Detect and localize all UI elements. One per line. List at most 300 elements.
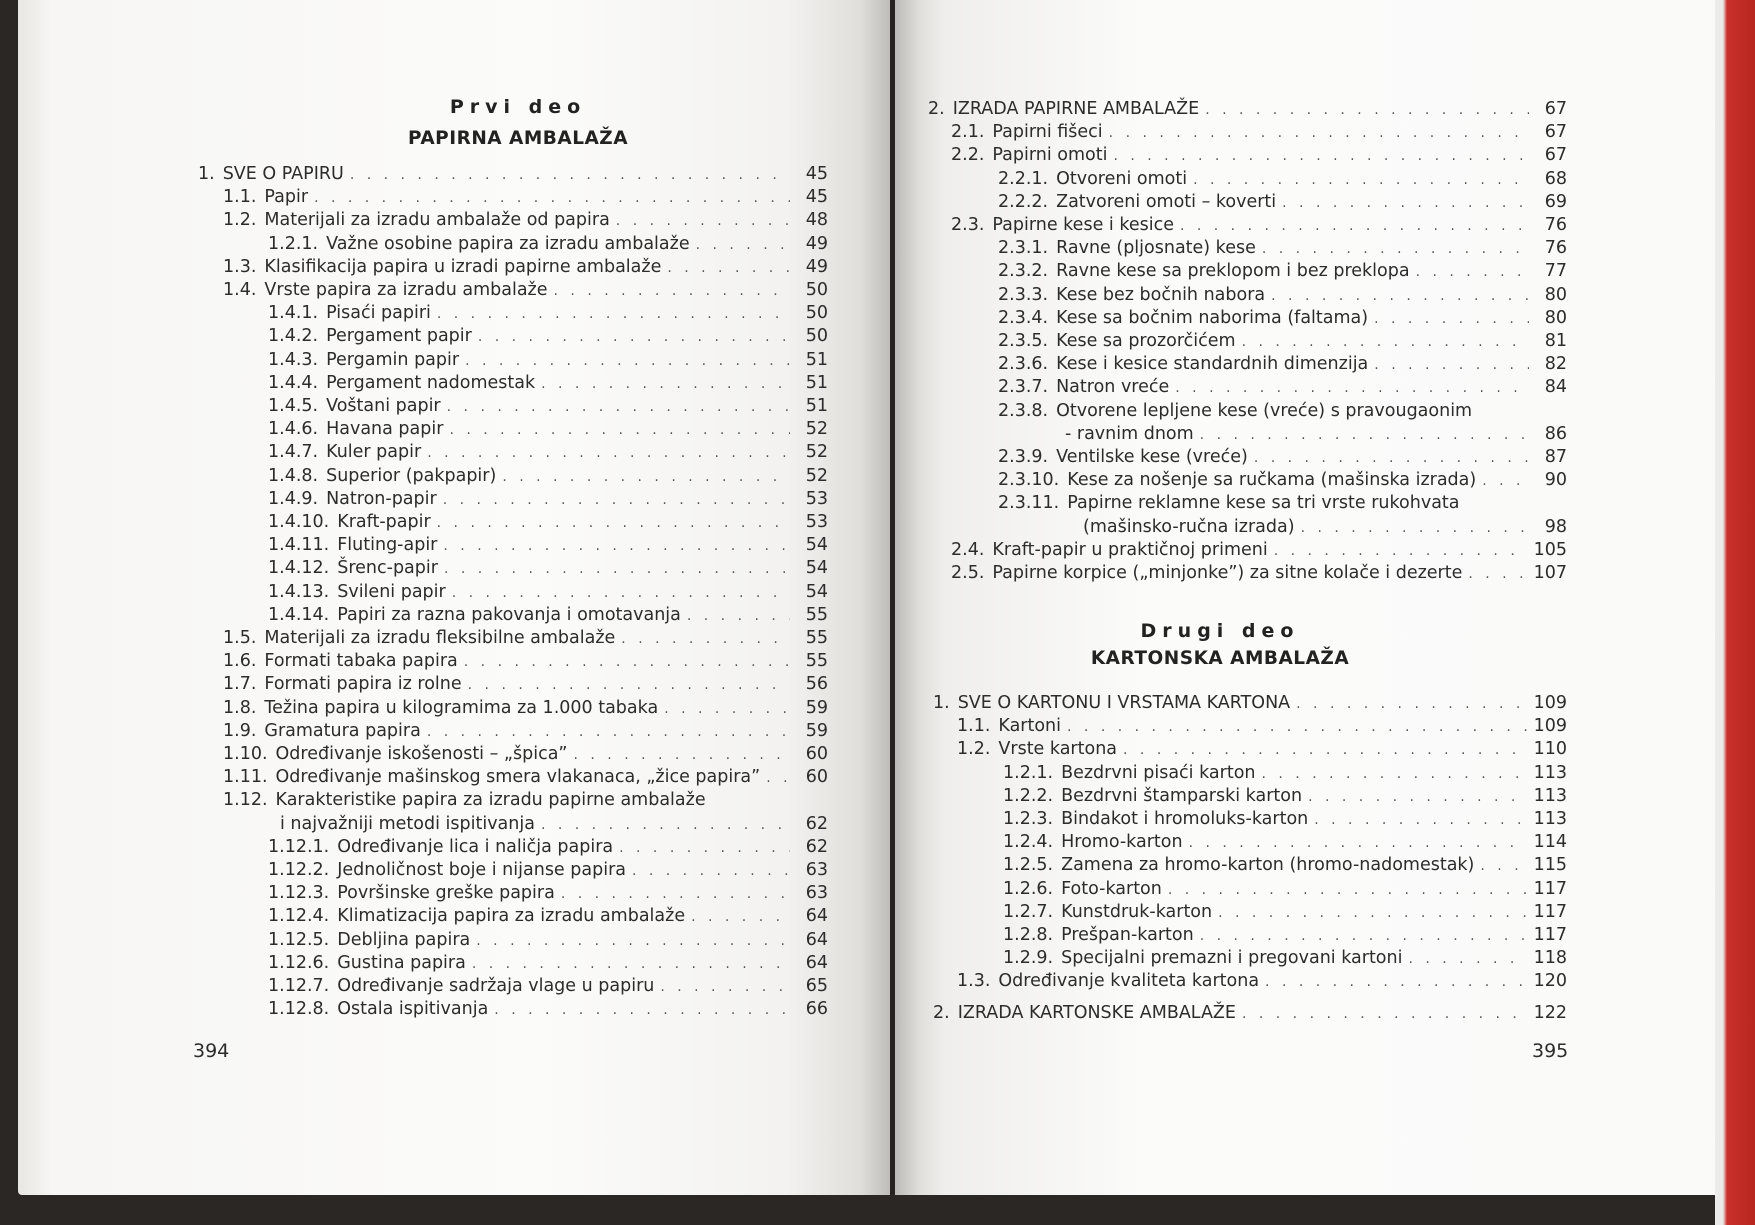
toc-entry-number: 1.4.4. — [268, 372, 319, 393]
toc-leader-dots — [1282, 192, 1529, 215]
toc-entry — [223, 766, 828, 789]
toc-entry-title: i najvažniji metodi ispitivanja — [280, 813, 535, 834]
toc-entry-title: Određivanje kvaliteta kartona — [998, 971, 1260, 992]
toc-leader-dots — [1242, 1003, 1528, 1026]
toc-entry — [951, 214, 1567, 237]
toc-entry-number: 1.12.7. — [268, 976, 330, 996]
toc-entry-title: Karakteristike papira za izradu papirne ambalaže — [275, 790, 706, 811]
toc-entry-page: 50 — [805, 326, 828, 347]
toc-entry — [223, 673, 828, 696]
toc-entry-number: 1.2.2. — [1003, 785, 1054, 806]
toc-entry — [268, 465, 828, 488]
toc-entry — [951, 539, 1567, 562]
toc-entry-title: Debljina papira — [337, 929, 471, 950]
toc-entry — [1003, 785, 1567, 808]
book-cover-edge — [1715, 0, 1755, 1225]
toc-entry — [1003, 762, 1567, 785]
toc-entry-number: 1. — [198, 164, 215, 184]
toc-entry-title: Kese za nošenje sa ručkama (mašinska izrada) — [1067, 470, 1477, 491]
toc-entry-number: 1.4.1. — [268, 303, 319, 324]
toc-entry-number: 1. — [933, 693, 950, 713]
part-one-title: Prvi deo — [449, 96, 587, 118]
toc-entry-number: 1.12.5. — [268, 929, 330, 950]
toc-entry-title: - ravnim dnom — [1065, 423, 1194, 444]
toc-entry-title: Zatvoreni omoti – koverti — [1056, 191, 1277, 212]
toc-leader-dots — [1109, 122, 1529, 145]
toc-leader-dots — [476, 930, 790, 953]
toc-entry — [1003, 901, 1567, 924]
toc-entry-page: 67 — [1544, 145, 1567, 166]
toc-leader-dots — [1168, 879, 1528, 902]
toc-entry — [268, 302, 828, 325]
toc-entry-title: Određivanje iskošenosti – „špica” — [275, 744, 568, 764]
toc-entry-number: 2.2. — [951, 145, 985, 166]
toc-entry-page: 117 — [1533, 901, 1567, 922]
toc-entry — [268, 581, 828, 604]
toc-entry — [998, 260, 1567, 283]
toc-leader-dots — [1265, 971, 1528, 994]
toc-entry-title: Kese bez bočnih nabora — [1056, 284, 1266, 305]
toc-entry-title: (mašinsko-ručna izrada) — [1083, 516, 1295, 537]
toc-entry-title: Određivanje lica i naličja papira — [337, 836, 614, 857]
toc-entry-page: 87 — [1544, 447, 1567, 467]
toc-entry-number: 1.12.1. — [268, 836, 330, 857]
toc-entry-number: 2.3.8. — [998, 400, 1049, 421]
toc-entry — [268, 372, 828, 395]
toc-entry-number: 1.2.9. — [1003, 948, 1054, 969]
toc-entry-number: 2.2.1. — [998, 168, 1049, 189]
toc-entry — [223, 650, 828, 673]
toc-entry-number: 1.1. — [957, 716, 991, 737]
toc-leader-dots — [427, 442, 790, 465]
toc-entry — [998, 284, 1567, 307]
toc-entry-title: Papirni fišeci — [992, 122, 1103, 143]
toc-entry-page: 113 — [1533, 785, 1567, 806]
toc-entry-title: Težina papira u kilogramima za 1.000 tabaka — [264, 697, 659, 718]
toc-leader-dots — [1482, 470, 1529, 493]
toc-entry-page: 98 — [1544, 516, 1567, 537]
toc-entry-page: 68 — [1544, 168, 1567, 189]
toc-entry — [1003, 808, 1567, 831]
toc-entry-title: Jednoličnost boje i nijanse papira — [337, 860, 626, 880]
toc-entry-title: Svileni papir — [337, 581, 446, 602]
toc-entry-number: 1.10. — [223, 744, 268, 764]
toc-entry — [957, 738, 1567, 761]
toc-entry-title: Foto-karton — [1061, 878, 1162, 899]
toc-entry-page: 60 — [805, 744, 828, 764]
toc-entry-number: 2.3.1. — [998, 238, 1049, 259]
toc-entry-number: 1.2.8. — [1003, 925, 1054, 945]
toc-entry-title: Bezdrvni pisaći karton — [1061, 762, 1256, 783]
toc-entry — [280, 813, 828, 836]
toc-entry-number: 2.3.5. — [998, 331, 1049, 351]
toc-leader-dots — [619, 837, 790, 860]
toc-entry — [268, 395, 828, 418]
toc-entry-number: 2.1. — [951, 122, 985, 143]
toc-leader-dots — [427, 721, 790, 744]
toc-entry-number: 2.3.7. — [998, 377, 1049, 398]
toc-leader-dots — [465, 350, 790, 373]
toc-leader-dots — [468, 674, 790, 697]
toc-entry — [998, 353, 1567, 376]
page-number-left: 394 — [193, 1040, 230, 1062]
toc-entry — [1003, 854, 1567, 877]
toc-entry-title: Ostala ispitivanja — [337, 999, 489, 1020]
toc-entry-title: Bindakot i hromoluks-karton — [1061, 809, 1309, 829]
toc-entry-number: 1.2.3. — [1003, 809, 1054, 829]
toc-entry-page: 113 — [1533, 762, 1567, 783]
toc-entry-page: 109 — [1533, 693, 1567, 713]
toc-entry-title: IZRADA PAPIRNE AMBALAŽE — [952, 99, 1200, 119]
toc-leader-dots — [664, 698, 790, 721]
toc-entry-page: 80 — [1544, 307, 1567, 328]
toc-entry — [268, 604, 828, 627]
toc-entry — [268, 998, 828, 1021]
toc-leader-dots — [1205, 99, 1529, 122]
toc-entry — [1065, 423, 1567, 446]
toc-leader-dots — [1254, 447, 1529, 470]
part-one-subtitle: PAPIRNA AMBALAŽA — [407, 128, 629, 149]
toc-entry-page: 49 — [805, 256, 828, 277]
toc-leader-dots — [1301, 517, 1529, 540]
toc-entry-page: 56 — [805, 674, 828, 695]
toc-entry-title: SVE O KARTONU I VRSTAMA KARTONA — [957, 693, 1291, 713]
toc-entry-title: IZRADA KARTONSKE AMBALAŽE — [957, 1002, 1236, 1023]
toc-entry-title: Kese i kesice standardnih dimenzija — [1056, 354, 1369, 375]
toc-entry-title: Ravne kese sa preklopom i bez preklopa — [1056, 261, 1410, 282]
toc-leader-dots — [452, 582, 790, 605]
toc-leader-dots — [1067, 716, 1528, 739]
toc-entry-page: 118 — [1533, 948, 1567, 969]
toc-entry-page: 67 — [1544, 122, 1567, 143]
toc-leader-dots — [621, 628, 790, 651]
toc-leader-dots — [632, 860, 790, 883]
toc-entry — [268, 418, 828, 441]
page-number-right: 395 — [1532, 1040, 1569, 1062]
toc-entry-title: Vrste kartona — [998, 739, 1118, 760]
toc-entry — [223, 209, 828, 232]
toc-entry-page: 62 — [805, 836, 828, 857]
toc-entry-title: Klimatizacija papira za izradu ambalaže — [337, 906, 686, 927]
toc-entry-title: Klasifikacija papira u izradi papirne ambalaže — [264, 256, 662, 277]
toc-entry-number: 1.2.5. — [1003, 855, 1054, 876]
toc-leader-dots — [660, 976, 790, 999]
toc-entry-title: Pergamin papir — [326, 349, 460, 370]
toc-entry-title: Papirni omoti — [992, 145, 1108, 166]
toc-entry-number: 1.7. — [223, 674, 257, 695]
toc-entry — [268, 557, 828, 580]
toc-entry-number: 1.4.3. — [268, 349, 319, 370]
toc-entry-page: 76 — [1544, 238, 1567, 259]
toc-entry-number: 2.5. — [951, 563, 985, 583]
toc-entry — [268, 511, 828, 534]
toc-entry-number: 1.12.3. — [268, 883, 330, 904]
toc-leader-dots — [691, 906, 790, 929]
toc-entry-page: 45 — [805, 164, 828, 184]
toc-entry-number: 1.4.10. — [268, 512, 330, 532]
toc-leader-dots — [1374, 354, 1529, 377]
toc-entry-page: 82 — [1544, 354, 1567, 375]
toc-entry-page: 90 — [1544, 470, 1567, 491]
toc-entry-page: 81 — [1544, 331, 1567, 351]
toc-entry — [998, 307, 1567, 330]
toc-entry-page: 113 — [1533, 809, 1567, 829]
toc-entry-title: SVE O PAPIRU — [222, 164, 344, 184]
toc-entry-number: 1.2. — [223, 210, 257, 231]
toc-leader-dots — [766, 767, 790, 790]
toc-entry-page: 55 — [805, 604, 828, 625]
toc-leader-dots — [667, 257, 790, 280]
toc-entry-number: 2.3.6. — [998, 354, 1049, 375]
toc-entry-number: 1.4.12. — [268, 558, 330, 579]
toc-entry — [268, 534, 828, 557]
toc-entry-number: 1.4. — [223, 280, 257, 300]
toc-leader-dots — [444, 558, 790, 581]
toc-leader-dots — [1123, 739, 1528, 762]
toc-leader-dots — [1374, 308, 1529, 331]
toc-entry-number: 1.2.1. — [268, 233, 319, 254]
toc-entry — [268, 882, 828, 905]
toc-entry-title: Natron vreće — [1056, 377, 1170, 398]
toc-entry-page: 55 — [805, 651, 828, 672]
toc-entry-number: 1.4.5. — [268, 396, 319, 416]
book-gutter — [860, 0, 920, 1195]
toc-leader-dots — [616, 210, 790, 233]
toc-entry-number: 1.4.8. — [268, 465, 319, 486]
toc-leader-dots — [447, 396, 790, 419]
toc-entry-title: Pergament papir — [326, 326, 472, 347]
toc-leader-dots — [1408, 948, 1527, 971]
toc-entry — [268, 905, 828, 928]
toc-entry-number: 2.3.2. — [998, 261, 1049, 282]
toc-entry-page: 69 — [1544, 191, 1567, 212]
toc-entry-title: Kraft-papir — [337, 512, 431, 532]
toc-entry — [928, 98, 1567, 121]
toc-entry-page: 52 — [805, 465, 828, 486]
toc-entry-number: 1.12.2. — [268, 860, 330, 880]
toc-entry-page: 117 — [1533, 925, 1567, 945]
toc-entry — [998, 400, 1567, 423]
toc-entry — [223, 279, 828, 302]
toc-entry-title: Natron-papir — [326, 488, 437, 509]
toc-leader-dots — [1274, 540, 1528, 563]
toc-entry-title: Papiri za razna pakovanja i omotavanja — [337, 604, 681, 625]
toc-entry-number: 1.8. — [223, 697, 257, 718]
toc-leader-dots — [443, 535, 790, 558]
toc-leader-dots — [464, 651, 790, 674]
toc-entry-number: 1.9. — [223, 720, 257, 741]
toc-leader-dots — [541, 373, 790, 396]
toc-entry — [957, 715, 1567, 738]
toc-leader-dots — [472, 953, 790, 976]
toc-entry — [198, 163, 828, 186]
toc-entry-page: 59 — [805, 697, 828, 718]
toc-entry — [268, 488, 828, 511]
toc-entry-page: 115 — [1533, 855, 1567, 876]
toc-entry-title: Specijalni premazni i pregovani kartoni — [1061, 948, 1403, 969]
toc-entry — [223, 720, 828, 743]
toc-entry-title: Fluting-apir — [337, 535, 438, 556]
toc-entry — [1003, 924, 1567, 947]
toc-entry-title: Kuler papir — [326, 442, 422, 463]
toc-entry-page: 59 — [805, 720, 828, 741]
toc-leader-dots — [1262, 763, 1528, 786]
toc-entry-page: 64 — [805, 929, 828, 950]
toc-entry-title: Papirne korpice („minjonke”) za sitne kolače i dezerte — [992, 563, 1463, 583]
toc-entry — [1083, 516, 1567, 539]
toc-entry-page: 49 — [805, 233, 828, 254]
toc-entry-number: 1.11. — [223, 767, 268, 788]
toc-entry-number: 1.12.4. — [268, 906, 330, 927]
toc-leader-dots — [1262, 238, 1529, 261]
toc-entry-page: 50 — [805, 280, 828, 300]
toc-entry-page: 55 — [805, 628, 828, 648]
toc-entry-number: 1.4.7. — [268, 442, 319, 463]
toc-entry-number: 2.3.11. — [998, 493, 1060, 514]
toc-leader-dots — [494, 999, 790, 1022]
toc-leader-dots — [1480, 855, 1527, 878]
toc-entry-number: 1.1. — [223, 187, 257, 208]
toc-entry-number: 1.6. — [223, 651, 257, 672]
toc-leader-dots — [1200, 925, 1528, 948]
toc-entry — [268, 836, 828, 859]
toc-leader-dots — [1180, 215, 1529, 238]
toc-entry-title: Ventilske kese (vreće) — [1056, 447, 1248, 467]
toc-entry-number: 2.3.10. — [998, 470, 1060, 491]
toc-entry-title: Materijali za izradu ambalaže od papira — [264, 210, 610, 231]
toc-entry-page: 66 — [805, 999, 828, 1020]
toc-entry-number: 1.2.1. — [1003, 762, 1054, 783]
toc-leader-dots — [687, 605, 790, 628]
toc-entry-page: 54 — [805, 581, 828, 602]
toc-entry-title: Hromo-karton — [1061, 832, 1183, 853]
toc-leader-dots — [1308, 786, 1528, 809]
toc-entry-number: 1.2.4. — [1003, 832, 1054, 853]
toc-leader-dots — [502, 466, 790, 489]
toc-entry-title: Gramatura papira — [264, 720, 421, 741]
toc-entry-title: Kese sa prozorčićem — [1056, 331, 1236, 351]
toc-entry — [223, 697, 828, 720]
toc-leader-dots — [1416, 261, 1529, 284]
toc-entry — [268, 441, 828, 464]
toc-leader-dots — [554, 280, 790, 303]
toc-leader-dots — [449, 419, 790, 442]
toc-entry-number: 1.3. — [957, 971, 991, 992]
toc-entry-page: 60 — [805, 767, 828, 788]
toc-entry — [998, 237, 1567, 260]
toc-entry — [957, 970, 1567, 993]
toc-entry — [223, 256, 828, 279]
toc-entry — [998, 469, 1567, 492]
toc-entry-page: 76 — [1544, 215, 1567, 235]
toc-entry-title: Površinske greške papira — [337, 883, 555, 904]
toc-entry-title: Pisaći papiri — [326, 303, 431, 324]
toc-entry-page: 64 — [805, 952, 828, 973]
toc-entry-page: 105 — [1533, 539, 1567, 560]
toc-entry-title: Kunstdruk-karton — [1061, 901, 1213, 922]
toc-entry-number: 1.4.2. — [268, 326, 319, 347]
toc-entry — [1003, 831, 1567, 854]
toc-entry-title: Kese sa bočnim naborima (faltama) — [1056, 307, 1369, 328]
toc-entry-page: 52 — [805, 419, 828, 440]
toc-entry — [998, 330, 1567, 353]
toc-leader-dots — [1200, 424, 1529, 447]
toc-entry-page: 63 — [805, 860, 828, 880]
toc-entry — [268, 952, 828, 975]
toc-leader-dots — [1218, 902, 1527, 925]
toc-entry — [998, 191, 1567, 214]
toc-entry-number: 2. — [933, 1002, 950, 1023]
toc-entry-title: Gustina papira — [337, 952, 466, 973]
toc-leader-dots — [1113, 145, 1529, 168]
toc-entry-title: Ravne (pljosnate) kese — [1056, 238, 1256, 259]
toc-entry — [268, 349, 828, 372]
toc-entry-title: Kartoni — [998, 716, 1062, 737]
toc-entry — [998, 168, 1567, 191]
toc-entry-page: 117 — [1533, 878, 1567, 899]
toc-leader-dots — [541, 814, 790, 837]
toc-entry-page: 120 — [1533, 971, 1567, 992]
toc-entry-page: 53 — [805, 488, 828, 509]
toc-entry-number: 1.4.13. — [268, 581, 330, 602]
toc-entry-page: 86 — [1544, 423, 1567, 444]
toc-entry-number: 2.4. — [951, 539, 985, 560]
toc-entry-title: Pergament nadomestak — [326, 372, 536, 393]
toc-entry — [998, 376, 1567, 399]
toc-entry-page: 110 — [1533, 739, 1567, 760]
toc-entry — [223, 627, 828, 650]
toc-leader-dots — [561, 883, 790, 906]
toc-entry-page: 114 — [1533, 832, 1567, 853]
toc-entry-page: 64 — [805, 906, 828, 927]
toc-entry-number: 2.2.2. — [998, 191, 1049, 212]
toc-entry — [268, 233, 828, 256]
toc-entry — [951, 144, 1567, 167]
toc-entry-title: Papirne kese i kesice — [992, 215, 1174, 235]
toc-entry-number: 1.4.6. — [268, 419, 319, 440]
toc-entry-number: 1.4.14. — [268, 604, 330, 625]
toc-entry-title: Kraft-papir u praktičnoj primeni — [992, 539, 1268, 560]
toc-entry-number: 1.3. — [223, 256, 257, 277]
toc-entry-title: Otvorene lepljene kese (vreće) s pravougaonim — [1056, 400, 1473, 421]
toc-entry-title: Voštani papir — [326, 396, 441, 416]
toc-entry-page: 52 — [805, 442, 828, 463]
toc-entry-number: 1.2. — [957, 739, 991, 760]
toc-entry-number: 1.4.11. — [268, 535, 330, 556]
toc-leader-dots — [437, 512, 790, 535]
toc-leader-dots — [478, 326, 790, 349]
right-page — [895, 0, 1715, 1195]
toc-entry-title: Određivanje mašinskog smera vlakanaca, „žice papira” — [275, 767, 761, 788]
toc-entry-title: Određivanje sadržaja vlage u papiru — [337, 976, 655, 996]
toc-entry — [223, 789, 828, 812]
toc-entry-number: 2.3. — [951, 215, 985, 235]
toc-leader-dots — [696, 234, 790, 257]
toc-entry-page: 54 — [805, 558, 828, 579]
toc-entry-title: Otvoreni omoti — [1056, 168, 1188, 189]
toc-entry-number: 2. — [928, 99, 945, 119]
toc-entry-number: 2.3.4. — [998, 307, 1049, 328]
toc-entry-title: Papirne reklamne kese sa tri vrste rukohvata — [1067, 493, 1460, 514]
toc-entry — [951, 121, 1567, 144]
toc-entry-number: 1.12.8. — [268, 999, 330, 1020]
toc-entry-page: 109 — [1533, 716, 1567, 737]
toc-entry-number: 2.3.3. — [998, 284, 1049, 305]
toc-leader-dots — [314, 187, 790, 210]
toc-leader-dots — [1242, 331, 1529, 354]
toc-entry-number: 1.5. — [223, 628, 257, 648]
toc-leader-dots — [1175, 377, 1529, 400]
